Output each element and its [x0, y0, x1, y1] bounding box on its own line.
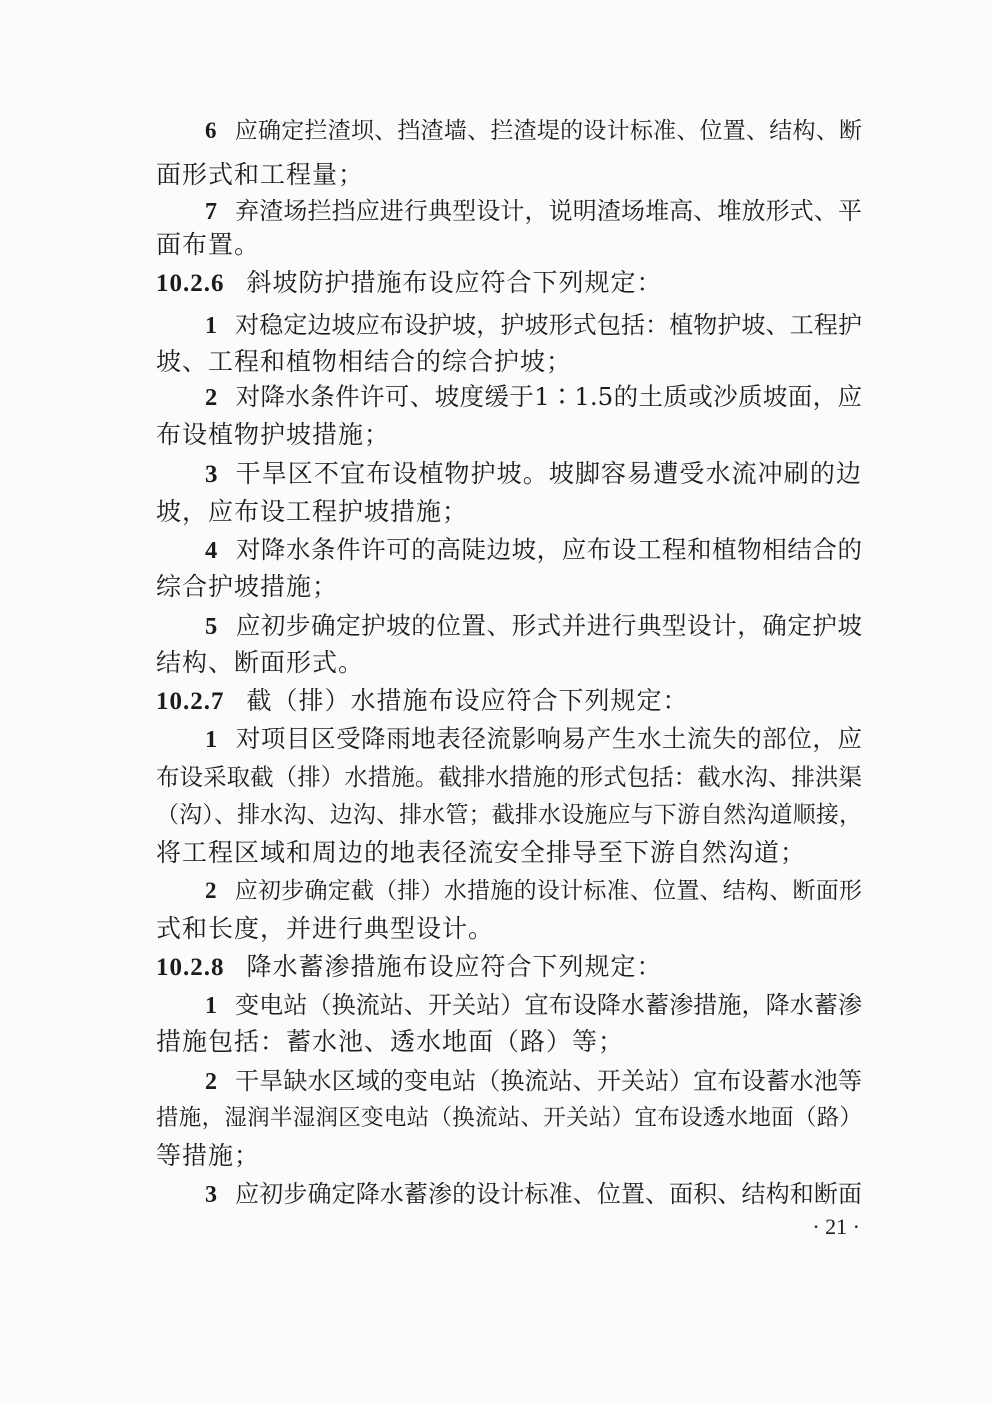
item-text: 应初步确定护坡的位置、形式并进行典型设计，确定护坡 — [235, 611, 862, 640]
clause-number: 10.2.6 — [156, 270, 225, 297]
list-item — [205, 1174, 862, 1214]
item-number: 2 — [205, 384, 218, 411]
list-item — [205, 1061, 862, 1101]
item-text: 应初步确定截（排）水措施的设计标准、位置、结构、断面形 — [234, 878, 862, 904]
list-item — [205, 871, 862, 911]
text-line: 式和长度，并进行典型设计。 — [156, 914, 495, 943]
list-item — [205, 530, 862, 570]
clause-heading — [156, 947, 862, 987]
item-text: 变电站（换流站、开关站）宜布设降水蓄渗措施，降水蓄渗 — [235, 991, 862, 1019]
item-text: 对降水条件许可、坡度缓于1∶1.5的土质或沙质坡面，应 — [235, 382, 862, 411]
item-number: 2 — [205, 878, 217, 903]
item-number: 1 — [205, 993, 217, 1019]
text-line: 将工程区域和周边的地表径流安全排导至下游自然沟道； — [156, 838, 807, 867]
clause-text: 斜坡防护措施布设应符合下列规定： — [246, 268, 663, 297]
clause-heading — [156, 263, 862, 303]
list-item — [205, 606, 862, 646]
text-line: 坡、工程和植物相结合的综合护坡； — [156, 347, 573, 376]
item-text: 应初步确定降水蓄渗的设计标准、位置、面积、结构和断面 — [235, 1180, 862, 1208]
list-item — [205, 454, 862, 494]
list-item — [205, 719, 862, 759]
text-line: 等措施； — [156, 1141, 261, 1170]
item-text: 对项目区受降雨地表径流影响易产生水土流失的部位，应 — [235, 724, 862, 753]
text-line: 措施，湿润半湿润区变电站（换流站、开关站）宜布设透水地面（路） — [156, 1105, 862, 1131]
item-number: 3 — [205, 461, 218, 488]
clause-text: 降水蓄渗措施布设应符合下列规定： — [246, 952, 663, 981]
text-line: 布设植物护坡措施； — [156, 420, 391, 449]
list-item — [205, 377, 862, 417]
item-text: 干旱缺水区域的变电站（换流站、开关站）宜布设蓄水池等 — [235, 1067, 862, 1095]
item-number: 5 — [205, 613, 218, 640]
clause-heading — [156, 681, 862, 721]
item-number: 1 — [205, 313, 217, 339]
text-line: 面形式和工程量； — [156, 160, 365, 189]
page-number: · 21 · — [812, 1214, 860, 1239]
text-line: （沟）、排水沟、边沟、排水管；截排水设施应与下游自然沟道顺接， — [156, 802, 862, 828]
text-line: 结构、断面形式。 — [156, 648, 365, 677]
text-line: 综合护坡措施； — [156, 572, 339, 601]
text-line: 措施包括：蓄水池、透水地面（路）等； — [156, 1027, 625, 1056]
text-line: 布设采取截（排）水措施。截排水措施的形式包括：截水沟、排洪渠 — [156, 763, 862, 791]
item-text: 对稳定边坡应布设护坡，护坡形式包括：植物护坡、工程护 — [235, 311, 862, 339]
item-text: 应确定拦渣坝、挡渣墙、拦渣堤的设计标准、位置、结构、断 — [234, 118, 862, 144]
item-number: 4 — [205, 537, 218, 564]
item-text: 干旱区不宜布设植物护坡。坡脚容易遭受水流冲刷的边 — [235, 459, 862, 488]
clause-number: 10.2.7 — [156, 688, 225, 715]
item-number: 2 — [205, 1069, 217, 1095]
item-text: 弃渣场拦挡应进行典型设计，说明渣场堆高、堆放形式、平 — [235, 197, 862, 225]
clause-text: 截（排）水措施布设应符合下列规定： — [246, 686, 689, 715]
item-number: 3 — [205, 1182, 217, 1208]
list-item — [205, 305, 862, 345]
clause-number: 10.2.8 — [156, 954, 225, 981]
text-line: 坡，应布设工程护坡措施； — [156, 497, 469, 526]
text-line: 面布置。 — [156, 230, 261, 259]
list-item — [205, 111, 862, 151]
item-number: 6 — [205, 118, 217, 143]
item-number: 7 — [205, 199, 217, 225]
item-text: 对降水条件许可的高陡边坡，应布设工程和植物相结合的 — [235, 535, 862, 564]
item-number: 1 — [205, 726, 218, 753]
list-item — [205, 985, 862, 1025]
